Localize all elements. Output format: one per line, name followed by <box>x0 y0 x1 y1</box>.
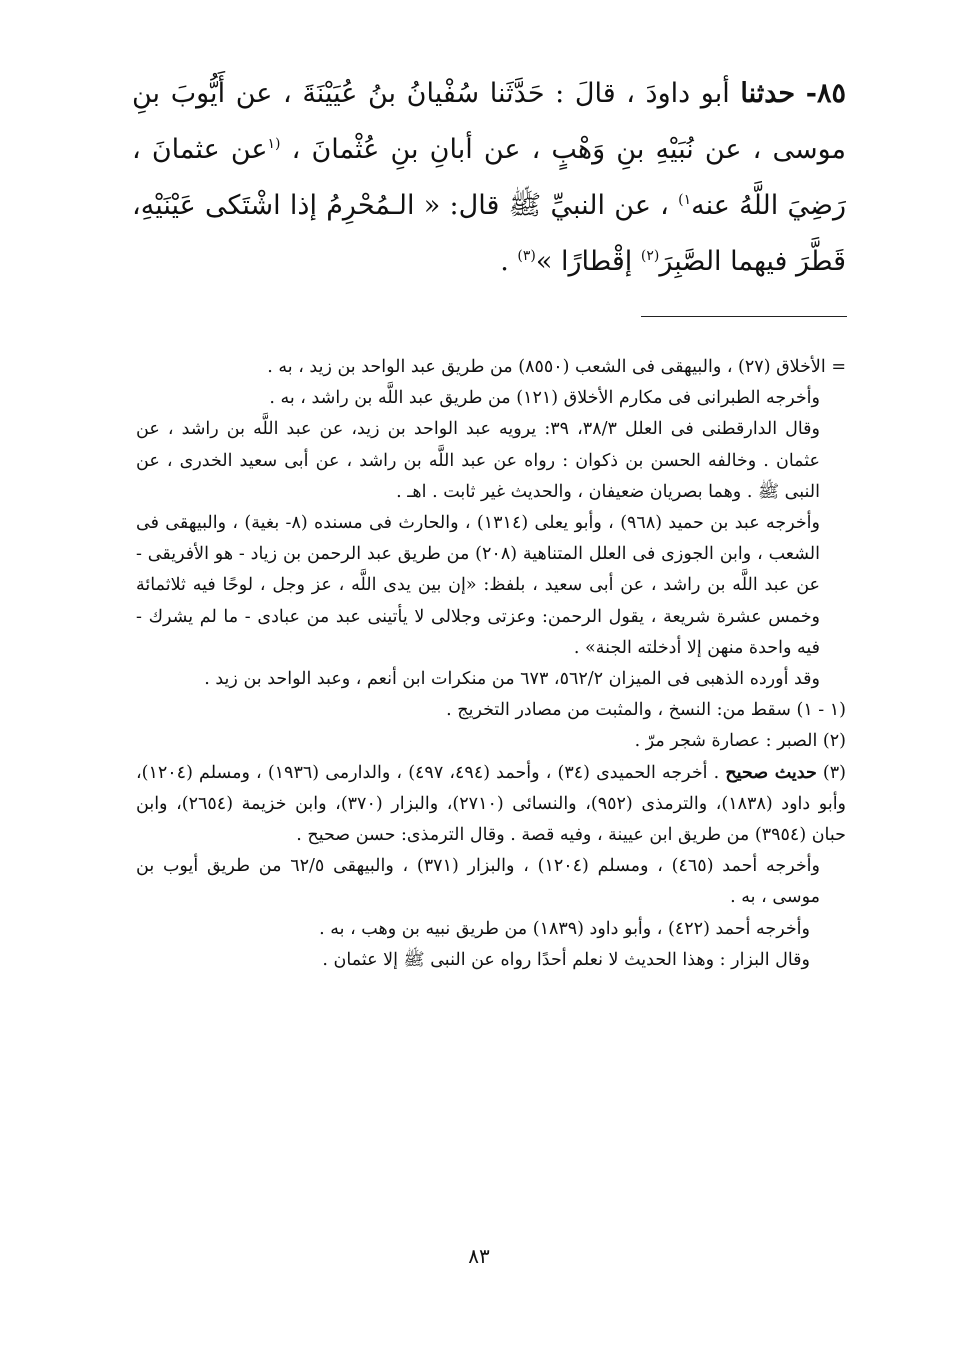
page-number: ٨٣ <box>468 1244 490 1268</box>
footnote-paragraph: وأخرجه الطبرانى فى مكارم الأخلاق (١٢١) من طريق عبد اللَّه بن راشد ، به . <box>269 388 820 409</box>
footnote-2: (٢) الصبر : عصارة شجر مرّ . <box>634 731 846 752</box>
footnote-marker-2: (٢) <box>640 248 660 264</box>
footnote-paragraph: وقال البزار : وهذا الحديث لا نعلم أحدًا رواه عن النبى ﷺ إلا عثمان . <box>322 949 810 970</box>
footnote-3-grading: حديث صحيح <box>725 762 817 783</box>
footnote-3-text: . أخرجه الحميدى (٣٤) ، وأحمد (٤٩٤، ٤٩٧) ، والدارمى (١٩٣٦) ، ومسلم (١٢٠٤)، وأبو داود (١٨٣٨)، والترمذى (٩٥٢)، والنسائى (٢٧١٠)، والبزار (٣٧٠)، وابن خزيمة (٢٦٥٤)، وابن حبان (٣٩٥٤) من طريق ابن عيينة ، وفيه قصة . وقال الترمذى: حسن صحيح . <box>136 762 847 846</box>
footnote-3 <box>136 758 846 852</box>
hadith-text-part4: إقْطارًا » <box>535 246 641 277</box>
hadith-text-part2: عن عثمانَ ، رَضِيَ اللَّهُ عنه <box>132 134 846 221</box>
hadith-text-end: . <box>500 246 518 277</box>
footnote-marker-3: (٣) <box>517 248 536 264</box>
footnote-3-label: (٣) <box>822 762 846 783</box>
footnote-separator <box>641 316 847 317</box>
footnote-marker-1-open: (١ <box>267 136 281 152</box>
hadith-paragraph <box>132 66 846 290</box>
footnote-continuation: = الأخلاق (٢٧) ، والبيهقى فى الشعب (٨٥٥٠) من طريق عبد الواحد بن زيد ، به . <box>267 357 846 377</box>
footnote-paragraph: وأخرجه أحمد (٤٦٥) ، ومسلم (١٢٠٤) ، والبزار (٣٧١) ، والبيهقى ٦٢/٥ من طريق أيوب بن موسى ، به . <box>136 856 820 908</box>
footnote-paragraph: وقد أورده الذهبى فى الميزان ٥٦٢/٢، ٦٧٣ من منكرات ابن أنعم ، وعبد الواحد بن زيد . <box>204 669 820 690</box>
hadith-main-text <box>132 66 846 290</box>
footnote-paragraph: وقال الدارقطنى فى العلل ٣٨/٣، ٣٩: يرويه عبد الواحد بن زيد، عن عبد اللَّه بن راشد ، عن عثمان . وخالفه الحسن بن ذكوان : رواه عن عبد اللَّه بن راشد ، عن أبى سعيد الخدرى ، عن النبى ﷺ . وهما بصريان ضعيفان ، والحديث غير ثابت . اهـ . <box>136 419 821 502</box>
hadith-text-part1: أبو داودَ ، قالَ : حَدَّثَنا سُفْيانُ بنُ عُيَيْنَةَ ، عن أَيُّوبَ بنِ موسى ، عن نُبَيْهِ بنِ وَهْبٍ ، عن أبانِ بنِ عُثْمانَ ، <box>132 78 846 165</box>
footnote-1: (١ - ١) سقط من: النسخ ، والمثبت من مصادر التخريج . <box>446 700 846 721</box>
hadith-heading: حدثنا <box>740 78 796 109</box>
hadith-text-part3: ، عن النبيِّ ﷺ قال: « الـمُحْرِمُ إذا اشْتَكى عَيْنَيْهِ، قَطَّرَ فيهما الصَّبِرَ <box>132 190 846 277</box>
footnotes-section <box>136 352 846 976</box>
footnote-paragraph: وأخرجه عبد بن حميد (٩٦٨) ، وأبو يعلى (١٣١٤) ، والحارث فى مسنده (٨- بغية) ، والبيهقى فى الشعب ، وابن الجوزى فى العلل المتناهية (٢٠٨) من طريق عبد الرحمن بن زياد - هو الأفريقى - عن عبد اللَّه بن راشد ، عن أبى سعيد ، بلفظ: «إن بين يدى اللَّه ، عز وجل ، لوحًا فيه ثلاثمائة وخمس عشرة شريعة ، يقول الرحمن: وعزتى وجلالى لا يأتينى عبد من عبادى - ما لم يشرك - فيه واحدة منهن إلا أدخلته الجنة» . <box>136 513 821 658</box>
hadith-number: ٨٥- <box>805 78 846 109</box>
footnote-paragraph: وأخرجه أحمد (٤٢٢) ، وأبو داود (١٨٣٩) من طريق نبيه بن وهب ، به . <box>319 918 810 939</box>
footnote-marker-1-close: ١) <box>678 192 692 208</box>
